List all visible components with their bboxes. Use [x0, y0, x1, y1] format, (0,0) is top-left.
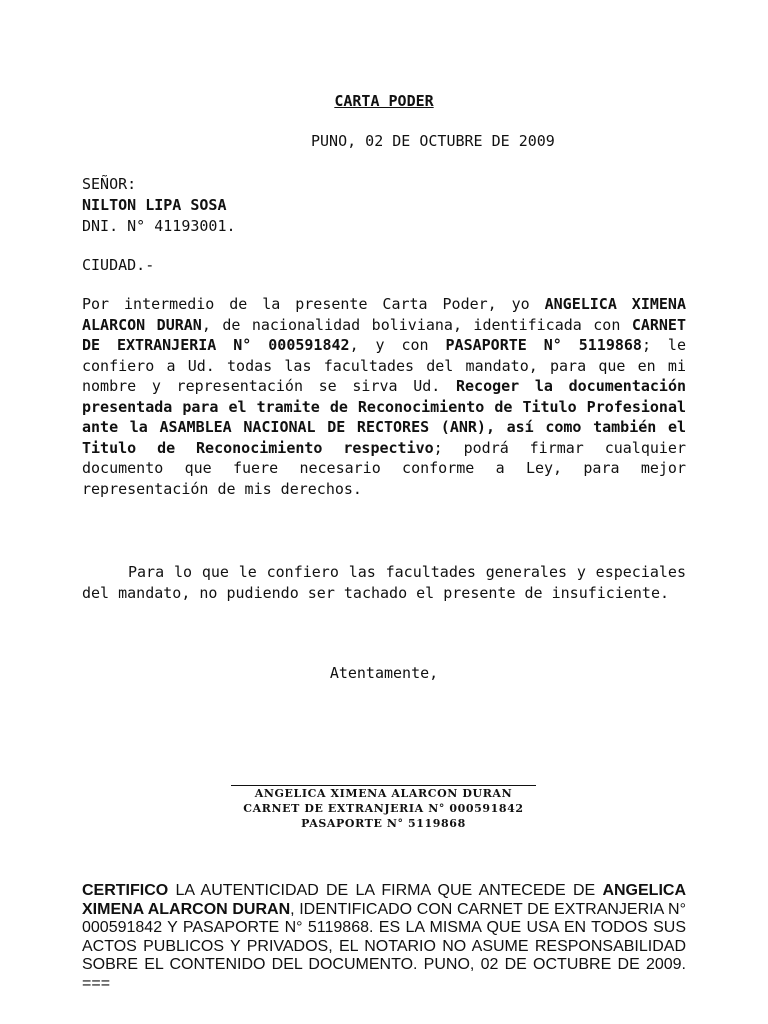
- certification-text-1: LA AUTENTICIDAD DE LA FIRMA QUE ANTECEDE DE: [168, 882, 603, 899]
- closing-line: Atentamente,: [329, 664, 439, 682]
- main-paragraph-text-4: ; le confiero a Ud. todas las facultades del mandato, para que en mi nombre y representación se sirva Ud.: [82, 336, 686, 395]
- main-paragraph-text-3: , y con: [349, 336, 446, 354]
- certification-name: ANGELICA XIMENA ALARCON DURAN: [82, 882, 686, 918]
- main-paragraph: [82, 294, 686, 499]
- second-paragraph: Para lo que le confiero las facultades generales y especiales del mandato, no pudiendo ser tachado el presente de insuficiente.: [82, 563, 686, 602]
- signature-block: [231, 786, 536, 831]
- signature-passport: PASAPORTE N° 5119868: [301, 817, 466, 830]
- mandate-purpose: Recoger la documentación presentada para el tramite de Reconocimiento de Titulo Profesional ante la ASAMBLEA NACIONAL DE RECTORES (ANR), así como también el Titulo de Reconocimiento respectivo: [82, 377, 686, 457]
- main-paragraph-text-1: Por intermedio de la presente Carta Poder, yo: [82, 295, 545, 313]
- addressee-salutation: SEÑOR:: [82, 175, 137, 193]
- addressee-dni: DNI. N° 41193001.: [82, 217, 236, 235]
- city-line: CIUDAD.-: [82, 256, 155, 274]
- grantor-name: ANGELICA XIMENA ALARCON DURAN: [82, 295, 686, 334]
- certification-text-2: , IDENTIFICADO CON CARNET DE EXTRANJERIA N° 000591842 Y PASAPORTE N° 5119868. ES LA MISMA QUE USA EN TODOS SUS ACTOS PUBLICOS Y PRIVADOS, EL NOTARIO NO ASUME RESPONSABILIDAD SOBRE EL CONTENIDO DEL DOCUMENTO. PUNO, 02 DE OCTUBRE DE 2009. ===: [82, 900, 686, 992]
- signature-name: ANGELICA XIMENA ALARCON DURAN: [254, 787, 513, 800]
- document-title: CARTA PODER: [334, 92, 434, 110]
- addressee-name: NILTON LIPA SOSA: [82, 196, 227, 214]
- addressee-block: [82, 174, 236, 237]
- grantor-passport: PASAPORTE N° 5119868: [445, 336, 642, 354]
- main-paragraph-text-5: ; podrá firmar cualquier documento que fuere necesario conforme a Ley, para mejor representación de mis derechos.: [82, 438, 686, 498]
- signature-carnet: CARNET DE EXTRANJERIA N° 000591842: [243, 802, 524, 815]
- notary-certification: [82, 882, 686, 993]
- main-paragraph-text-2: , de nacionalidad boliviana, identificada con: [201, 315, 632, 334]
- grantor-carnet: CARNET DE EXTRANJERIA N° 000591842: [82, 315, 686, 354]
- certification-keyword: CERTIFICO: [82, 882, 169, 899]
- document-date: PUNO, 02 DE OCTUBRE DE 2009: [311, 132, 555, 150]
